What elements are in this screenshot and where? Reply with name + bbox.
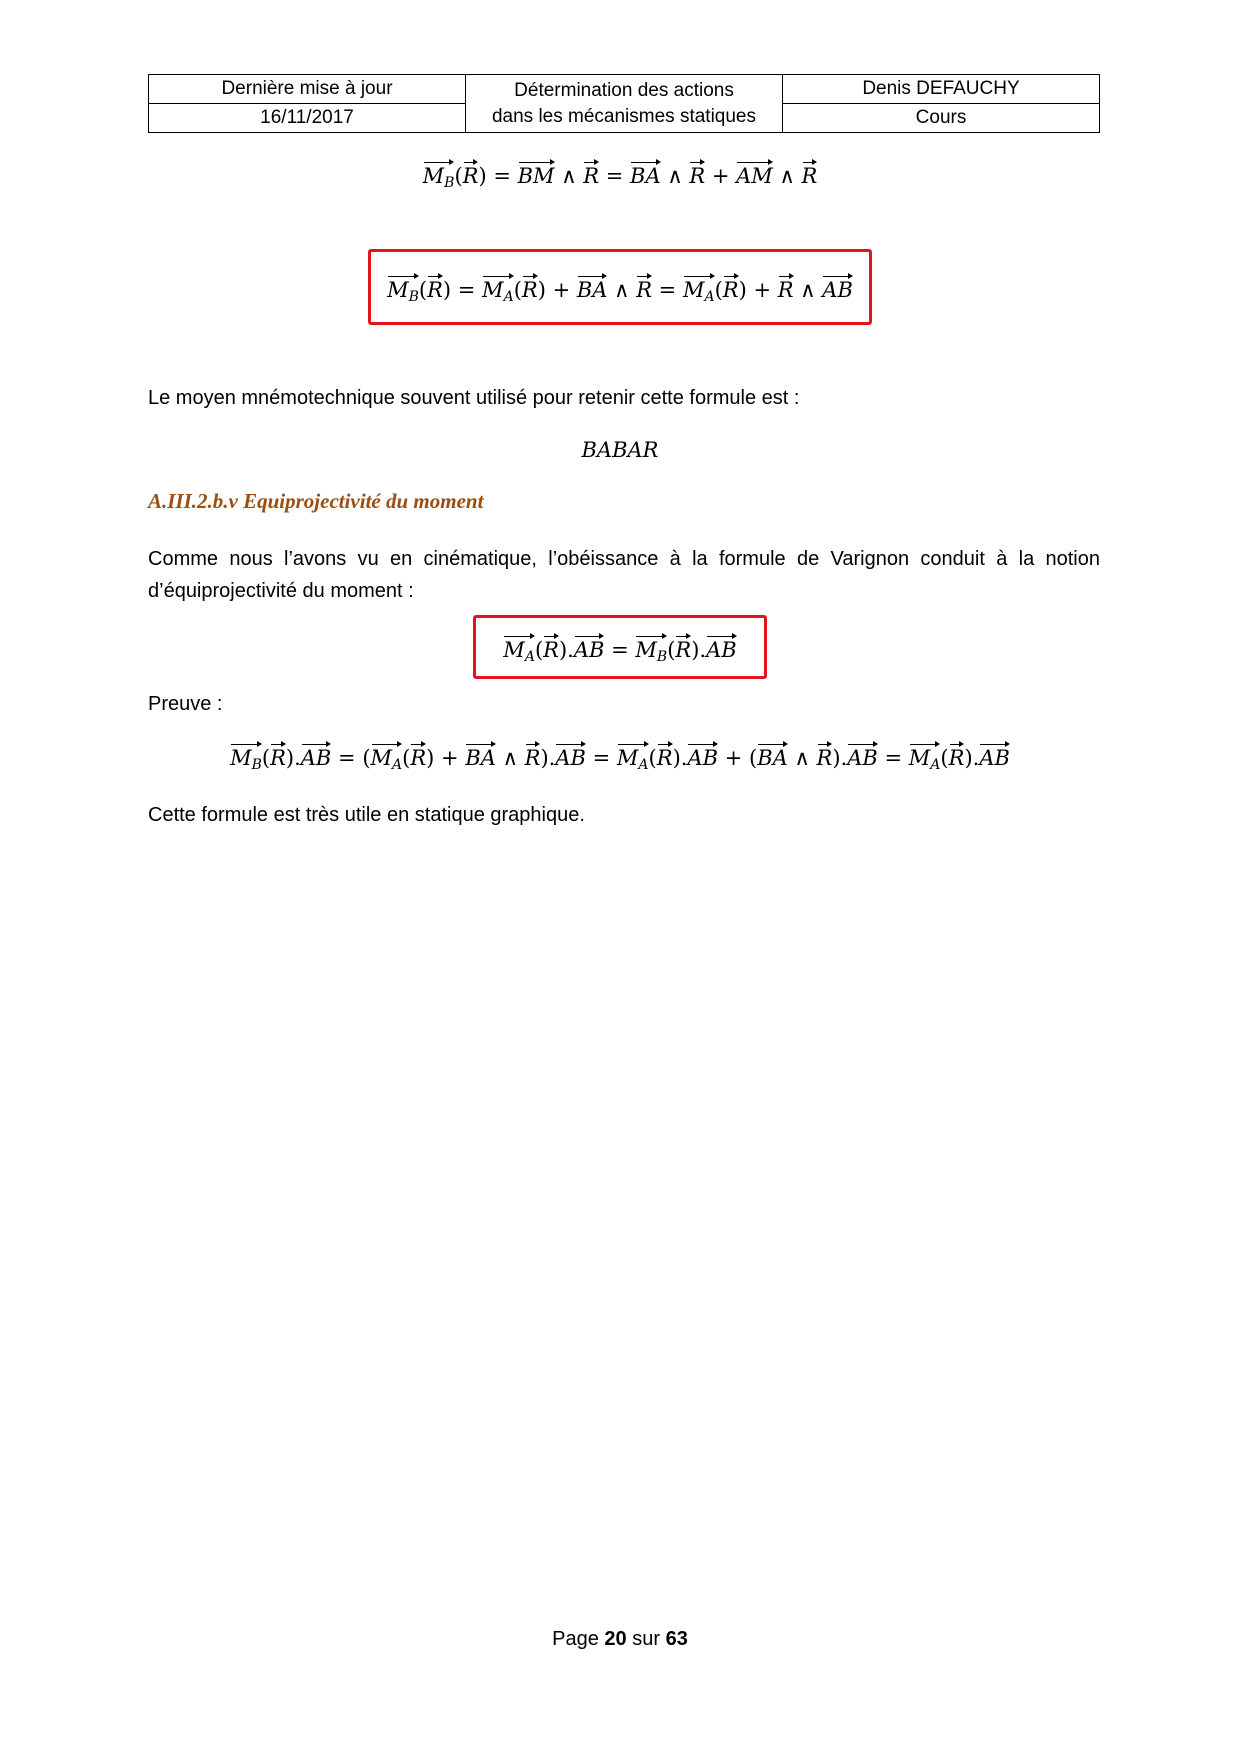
author: Denis DEFAUCHY [783, 75, 1100, 104]
boxed-equiprojectivity-formula: $M_A(R).AB = M_B(R).AB$ [0, 615, 1240, 679]
updated-label: Dernière mise à jour [149, 75, 466, 104]
title-line-2: dans les mécanismes statiques [491, 105, 756, 127]
mnemonic-babar: BABAR [581, 438, 659, 462]
paragraph-line-2: d’équiprojectivité du moment : [148, 580, 414, 602]
mnemonic-intro: Le moyen mnémotechnique souvent utilisé pour retenir cette formule est : [148, 387, 800, 409]
of-word: sur [632, 1628, 661, 1650]
conclusion: Cette formule est très utile en statique graphique. [148, 804, 585, 826]
document-title [466, 75, 783, 133]
boxed-varignon-formula: $M_B(R) = M_A(R)$ + BA ∧ $R = M_A(R) + R$ ∧ AB [0, 249, 1240, 325]
proof-label: Preuve : [148, 693, 223, 715]
document-header [148, 74, 1100, 133]
doc-type: Cours [783, 104, 1100, 133]
page-number: 20 [604, 1628, 627, 1650]
equation-proof: $M_B(R).AB = (M_A(R)$ + BA ∧ $R).AB = M_A(R).AB + (BA$ ∧ $R).AB = M_A(R).AB$ [0, 742, 1240, 770]
page-word: Page [552, 1628, 599, 1650]
title-line-1: Détermination des actions [514, 79, 734, 101]
paragraph-line-1: Comme nous l’avons vu en cinématique, l’obéissance à la formule de Varignon conduit à la notion [148, 548, 1100, 570]
page-footer [0, 1628, 1240, 1651]
section-title: A.III.2.b.v Equiprojectivité du moment [148, 489, 484, 513]
updated-date: 16/11/2017 [149, 104, 466, 133]
total-pages: 63 [665, 1628, 688, 1650]
equation-moment-b-expansion: $M_B(R)$ = BM ∧ R = BA ∧ R + AM ∧ R [0, 160, 1240, 188]
